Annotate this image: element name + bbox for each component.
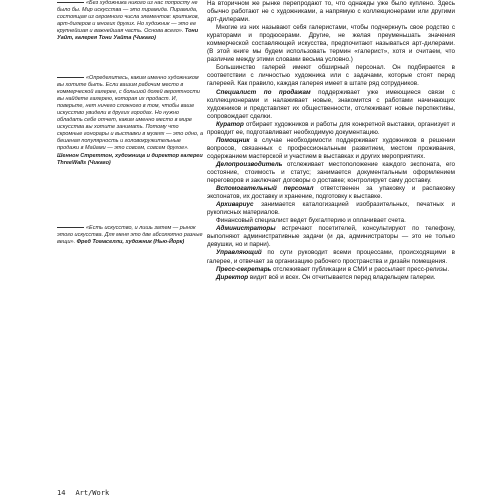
role-term: Специалист по продажам: [216, 88, 311, 96]
role-paragraph: [207, 161, 455, 185]
role-term: Пресс-секретарь: [216, 265, 272, 273]
quote: [57, 0, 204, 42]
page-number: 14: [57, 489, 66, 497]
paragraph-text: встречают посетителей, консультируют по телефону, выполняют административные задачи (и да, администраторы — это не только девушки, но и парни).: [207, 225, 455, 249]
role-term: Директор: [216, 273, 249, 281]
quote-rule: [57, 227, 84, 228]
quote-author: Шеннон Стреттон, художница и директор галереи ThreeWalls (Чикаго): [57, 152, 203, 166]
quote-rule: [57, 77, 84, 78]
main-text-column: [207, 0, 455, 282]
quote: [57, 75, 204, 167]
quote-author: Тони Уайт, галерея Тони Уайта (Чикаго): [57, 28, 199, 42]
page-footer: [57, 489, 109, 497]
role-paragraph: [207, 266, 455, 274]
body-paragraph: [207, 64, 455, 88]
role-paragraph: [207, 137, 455, 161]
quote: [57, 225, 204, 246]
quote-text: «Определитесь, каким именно художником вы хотите быть. Если вашим рабочим место в коммерческой галерее, с большой долей вероятности вы найдете галерею, которая их продаст. И, поверьте, нет ничего сложного в том, чтобы ваше искусство увидели в других городах. Но нужно обладать себе отчет, каким именно место в мире искусства вы хотите занимать. Потому что скромные гонорары и выставки в музеях — это одно, а бешеная популярность и головокружительные продажи в Майами — это совсем, совсем другое».: [57, 75, 204, 152]
paragraph-text: поддерживает уже имеющиеся связи с коллекционерами и налаживает новые, знакомится с работами начинающих художников и представляет их общественности, отслеживает новые перспективы, сопровождает сделки.: [207, 88, 455, 120]
role-paragraph: [207, 121, 455, 137]
role-term: Управляющий: [216, 249, 262, 257]
paragraph-text: ответственен за упаковку и распаковку экспонатов, их доставку и хранение, подготовку к выставке.: [207, 185, 456, 201]
role-paragraph: [207, 89, 455, 121]
quote-text: «Есть искусство, и лишь затем — рынок этого искусства. Для меня это две абсолютно разные вещи».: [57, 225, 203, 246]
quote-text: «Без художника никого из нас попросту не было бы. Мир искусства — это пирамида. Пирамида, состоящая из огромного числа элементов: критиков, арт-дилеров и многих других. Но художник — это ее крупнейшая и важнейшая часть. Основа всего».: [57, 0, 200, 35]
paragraph-text: отслеживает публикации в СМИ и рассылает пресс-релизы.: [271, 265, 450, 273]
quote-rule: [57, 2, 84, 3]
paragraph-text: по сути руководит всеми процессами, происходящими в галерее, и отвечает за организацию рабочего пространства и дизайн помещения.: [207, 249, 455, 265]
role-paragraph: [207, 249, 455, 265]
body-paragraph: [207, 24, 455, 64]
paragraph-text: Финансовый специалист ведет бухгалтерию и оплачивает счета.: [216, 217, 406, 225]
paragraph-text: отбирает художников и работы для конкретной выставки, организует и проводит ее, подготавливает необходимую документацию.: [207, 120, 455, 136]
role-term: Администраторы: [216, 225, 276, 233]
role-paragraph: [207, 274, 455, 282]
role-term: Делопроизводитель: [216, 160, 283, 168]
role-term: Вспомогательный персонал: [216, 185, 314, 193]
paragraph-text: в случае необходимости поддерживает художников в решении вопросов, связанных с профессиональным развитием, местом проживания, содержанием мастерской и участием в выставках и других мероприятиях.: [207, 136, 455, 160]
paragraph-text: отслеживает местоположение каждого экспоната, его состояние, стоимость и статус; занимается документальным оформлением переговоров и заключает договоры о доставке; контролирует саму доставку.: [207, 160, 455, 185]
role-paragraph: [207, 225, 455, 249]
role-term: Куратор: [216, 120, 244, 128]
paragraph-text: Большинство галерей имеют обширный персонал. Он подбирается в соответствии с личностью художника или с задачами, которые стоят перед галереей. Как правило, каждая галерея имеет в штате ряд сотрудников.: [207, 64, 455, 88]
role-term: Архивариус: [216, 201, 254, 209]
paragraph-text: На вторичном же рынке перепродают то, что однажды уже было куплено. Здесь обычно работают не с художниками, а напрямую с коллекционерами или другими арт-дилерами.: [207, 0, 455, 24]
paragraph-text: Многие из них называют себя галеристами, чтобы подчеркнуть свое родство с кураторами и продюсерами. Другие, не желая преуменьшать значения коммерческой составляющей искусства, предпочитают называться арт-дилерами. (В этой книге мы будем использовать термин «галерист», хотя и считаем, что различие между этими словами весьма условно.): [207, 24, 455, 64]
role-paragraph: [207, 185, 455, 201]
paragraph-text: видит всё и всех. Он отчитывается перед владельцем галереи.: [248, 273, 436, 281]
role-paragraph: [207, 201, 455, 217]
body-paragraph: [207, 0, 455, 24]
running-title: Art/Work: [75, 489, 110, 497]
paragraph-text: занимается каталогизацией изобразительных, печатных и рукописных материалов.: [207, 201, 455, 217]
quote-author: Фред Томаселли, художник (Нью-Йорк): [76, 239, 185, 246]
role-term: Помощник: [216, 136, 250, 144]
